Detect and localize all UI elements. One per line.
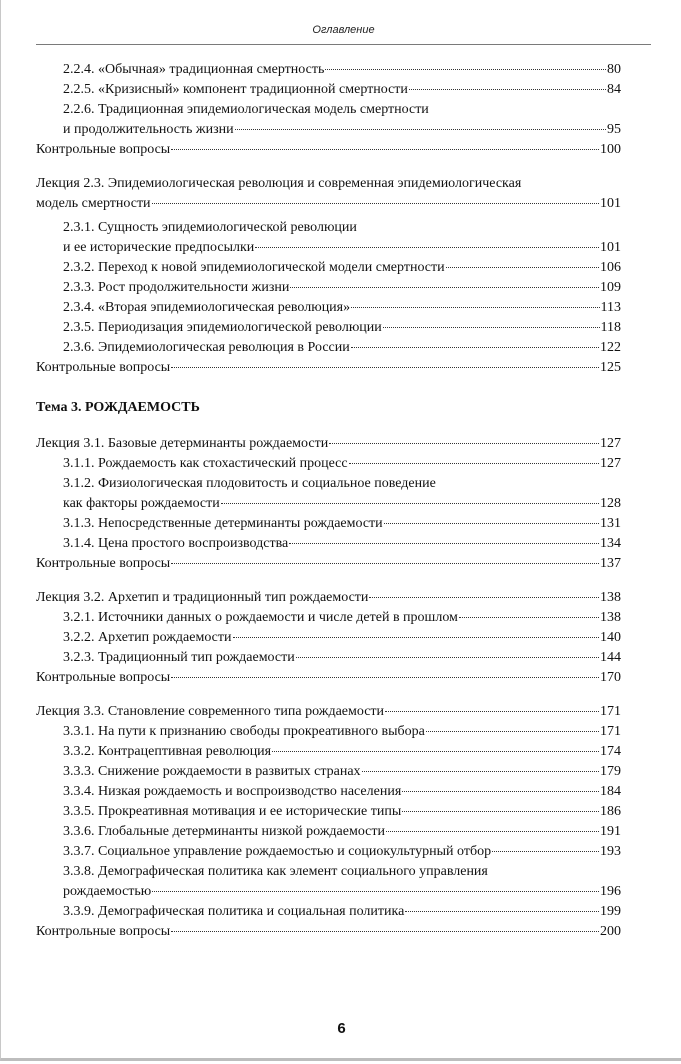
- leader-dots: [386, 831, 599, 832]
- toc-entry-label: 2.3.3. Рост продолжительности жизни: [63, 280, 290, 295]
- toc-entry-label: 3.3.9. Демографическая политика и социальная политика: [63, 904, 405, 919]
- leader-dots: [446, 267, 599, 268]
- toc-entry-label: 3.3.3. Снижение рождаемости в развитых странах: [63, 764, 361, 779]
- toc-entry-label: Контрольные вопросы: [36, 142, 171, 157]
- toc-entry[interactable]: [36, 454, 621, 474]
- leader-dots: [402, 811, 599, 812]
- toc-entry-label: рождаемостью: [63, 884, 152, 899]
- leader-dots: [383, 327, 600, 328]
- table-of-contents: [36, 60, 621, 942]
- toc-entry[interactable]: [36, 882, 621, 902]
- toc-entry-label: и продолжительность жизни: [63, 122, 234, 137]
- toc-entry-page: 138: [600, 590, 621, 605]
- toc-questions[interactable]: [36, 554, 621, 574]
- toc-entry-label: 3.1.3. Непосредственные детерминанты рождаемости: [63, 516, 383, 531]
- toc-lecture-line1[interactable]: Лекция 2.3. Эпидемиологическая революция и современная эпидемиологическая: [36, 176, 522, 191]
- toc-entry-page: 113: [600, 300, 621, 315]
- toc-entry-page: 131: [600, 516, 621, 531]
- toc-entry-line1[interactable]: 2.3.1. Сущность эпидемиологической революции: [63, 220, 357, 235]
- toc-entry-page: 106: [600, 260, 621, 275]
- leader-dots: [152, 891, 599, 892]
- leader-dots: [492, 851, 599, 852]
- toc-entry-page: 80: [607, 62, 621, 77]
- toc-entry-label: Контрольные вопросы: [36, 360, 171, 375]
- toc-entry-page: 122: [600, 340, 621, 355]
- toc-entry-page: 186: [600, 804, 621, 819]
- page-number: 6: [337, 1020, 346, 1037]
- toc-entry-label: 2.2.4. «Обычная» традиционная смертность: [63, 62, 325, 77]
- toc-lecture[interactable]: [36, 194, 621, 214]
- toc-entry[interactable]: [36, 514, 621, 534]
- toc-entry[interactable]: [36, 494, 621, 514]
- toc-entry-label: и ее исторические предпосылки: [63, 240, 255, 255]
- leader-dots: [171, 367, 599, 368]
- toc-entry-page: 127: [600, 456, 621, 471]
- toc-entry-page: 199: [600, 904, 621, 919]
- toc-entry[interactable]: [36, 742, 621, 762]
- leader-dots: [171, 677, 599, 678]
- toc-entry-page: 140: [600, 630, 621, 645]
- toc-entry-page: 101: [600, 196, 621, 211]
- toc-entry[interactable]: [36, 60, 621, 80]
- toc-entry[interactable]: [36, 648, 621, 668]
- toc-entry[interactable]: [36, 120, 621, 140]
- leader-dots: [171, 563, 599, 564]
- toc-entry-label: модель смертности: [36, 196, 151, 211]
- toc-entry-page: 125: [600, 360, 621, 375]
- toc-entry-label: 3.3.7. Социальное управление рождаемостью и социокультурный отбор: [63, 844, 492, 859]
- toc-entry-page: 171: [600, 704, 621, 719]
- toc-entry-page: 138: [600, 610, 621, 625]
- toc-entry-label: Лекция 3.1. Базовые детерминанты рождаемости: [36, 436, 329, 451]
- toc-entry[interactable]: [36, 822, 621, 842]
- toc-entry[interactable]: [36, 534, 621, 554]
- leader-dots: [459, 617, 599, 618]
- toc-entry[interactable]: [36, 338, 621, 358]
- toc-entry-page: 196: [600, 884, 621, 899]
- toc-entry-label: 2.3.6. Эпидемиологическая революция в России: [63, 340, 350, 355]
- leader-dots: [290, 287, 599, 288]
- toc-entry-label: 3.2.1. Источники данных о рождаемости и числе детей в прошлом: [63, 610, 458, 625]
- leader-dots: [349, 463, 599, 464]
- toc-entry-page: 101: [600, 240, 621, 255]
- toc-entry-label: Лекция 3.3. Становление современного типа рождаемости: [36, 704, 385, 719]
- toc-topic-heading[interactable]: Тема 3. РОЖДАЕМОСТЬ: [36, 400, 200, 415]
- leader-dots: [289, 543, 599, 544]
- toc-entry[interactable]: [36, 782, 621, 802]
- toc-entry-page: 109: [600, 280, 621, 295]
- toc-entry-label: 3.3.4. Низкая рождаемость и воспроизводство населения: [63, 784, 402, 799]
- toc-entry[interactable]: [36, 298, 621, 318]
- toc-entry-page: 184: [600, 784, 621, 799]
- toc-lecture[interactable]: [36, 588, 621, 608]
- toc-entry-label: 2.3.4. «Вторая эпидемиологическая революция»: [63, 300, 351, 315]
- toc-questions[interactable]: [36, 358, 621, 378]
- toc-entry[interactable]: [36, 628, 621, 648]
- leader-dots: [233, 637, 600, 638]
- toc-entry-label: 3.3.6. Глобальные детерминанты низкой рождаемости: [63, 824, 386, 839]
- toc-questions[interactable]: [36, 140, 621, 160]
- toc-entry-label: 2.3.2. Переход к новой эпидемиологической модели смертности: [63, 260, 445, 275]
- toc-entry-label: 3.1.1. Рождаемость как стохастический процесс: [63, 456, 348, 471]
- toc-entry[interactable]: [36, 608, 621, 628]
- toc-entry-page: 170: [600, 670, 621, 685]
- toc-entry[interactable]: [36, 278, 621, 298]
- header-rule: [36, 44, 651, 45]
- toc-entry-page: 137: [600, 556, 621, 571]
- leader-dots: [325, 69, 606, 70]
- toc-entry[interactable]: [36, 722, 621, 742]
- toc-entry[interactable]: [36, 258, 621, 278]
- toc-lecture[interactable]: [36, 702, 621, 722]
- toc-entry[interactable]: [36, 842, 621, 862]
- leader-dots: [409, 89, 606, 90]
- toc-entry-label: 2.2.5. «Кризисный» компонент традиционной смертности: [63, 82, 408, 97]
- leader-dots: [405, 911, 599, 912]
- toc-entry-label: 3.2.2. Архетип рождаемости: [63, 630, 232, 645]
- toc-questions[interactable]: [36, 668, 621, 688]
- toc-questions[interactable]: [36, 922, 621, 942]
- leader-dots: [351, 307, 599, 308]
- leader-dots: [152, 203, 599, 204]
- toc-entry-page: 200: [600, 924, 621, 939]
- toc-entry-label: 3.3.1. На пути к признанию свободы прокреативного выбора: [63, 724, 425, 739]
- leader-dots: [351, 347, 599, 348]
- toc-entry-page: 179: [600, 764, 621, 779]
- toc-entry-label: Лекция 3.2. Архетип и традиционный тип рождаемости: [36, 590, 369, 605]
- running-header: Оглавление: [312, 24, 375, 36]
- toc-entry[interactable]: [36, 80, 621, 100]
- leader-dots: [362, 771, 599, 772]
- toc-entry-page: 134: [600, 536, 621, 551]
- leader-dots: [171, 931, 599, 932]
- toc-entry[interactable]: [36, 902, 621, 922]
- toc-entry-label: 3.2.3. Традиционный тип рождаемости: [63, 650, 295, 665]
- toc-entry-label: 2.3.5. Периодизация эпидемиологической революции: [63, 320, 382, 335]
- toc-entry-label: как факторы рождаемости: [63, 496, 220, 511]
- toc-entry-label: 3.3.2. Контрацептивная революция: [63, 744, 272, 759]
- toc-entry-page: 127: [600, 436, 621, 451]
- leader-dots: [235, 129, 606, 130]
- leader-dots: [426, 731, 599, 732]
- toc-entry-page: 100: [600, 142, 621, 157]
- leader-dots: [402, 791, 599, 792]
- toc-entry-page: 191: [600, 824, 621, 839]
- leader-dots: [369, 597, 599, 598]
- toc-entry-line1[interactable]: 3.3.8. Демографическая политика как элемент социального управления: [63, 864, 488, 879]
- toc-entry-label: Контрольные вопросы: [36, 670, 171, 685]
- toc-entry-page: 193: [600, 844, 621, 859]
- toc-entry-label: Контрольные вопросы: [36, 556, 171, 571]
- toc-entry-line1[interactable]: 2.2.6. Традиционная эпидемиологическая модель смертности: [63, 102, 429, 117]
- toc-entry-page: 118: [600, 320, 621, 335]
- toc-entry-page: 95: [607, 122, 621, 137]
- toc-entry[interactable]: [36, 238, 621, 258]
- leader-dots: [272, 751, 599, 752]
- toc-entry-page: 171: [600, 724, 621, 739]
- toc-entry-label: 3.3.5. Прокреативная мотивация и ее исторические типы: [63, 804, 402, 819]
- leader-dots: [255, 247, 599, 248]
- toc-entry-page: 128: [600, 496, 621, 511]
- leader-dots: [384, 523, 599, 524]
- toc-entry[interactable]: [36, 802, 621, 822]
- toc-entry-label: Контрольные вопросы: [36, 924, 171, 939]
- toc-entry-page: 84: [607, 82, 621, 97]
- leader-dots: [171, 149, 599, 150]
- toc-entry-line1[interactable]: 3.1.2. Физиологическая плодовитость и социальное поведение: [63, 476, 436, 491]
- toc-entry[interactable]: [36, 318, 621, 338]
- leader-dots: [221, 503, 599, 504]
- leader-dots: [296, 657, 599, 658]
- toc-lecture[interactable]: [36, 434, 621, 454]
- toc-entry[interactable]: [36, 762, 621, 782]
- toc-entry-label: 3.1.4. Цена простого воспроизводства: [63, 536, 289, 551]
- leader-dots: [329, 443, 599, 444]
- toc-entry-page: 174: [600, 744, 621, 759]
- leader-dots: [385, 711, 599, 712]
- toc-entry-page: 144: [600, 650, 621, 665]
